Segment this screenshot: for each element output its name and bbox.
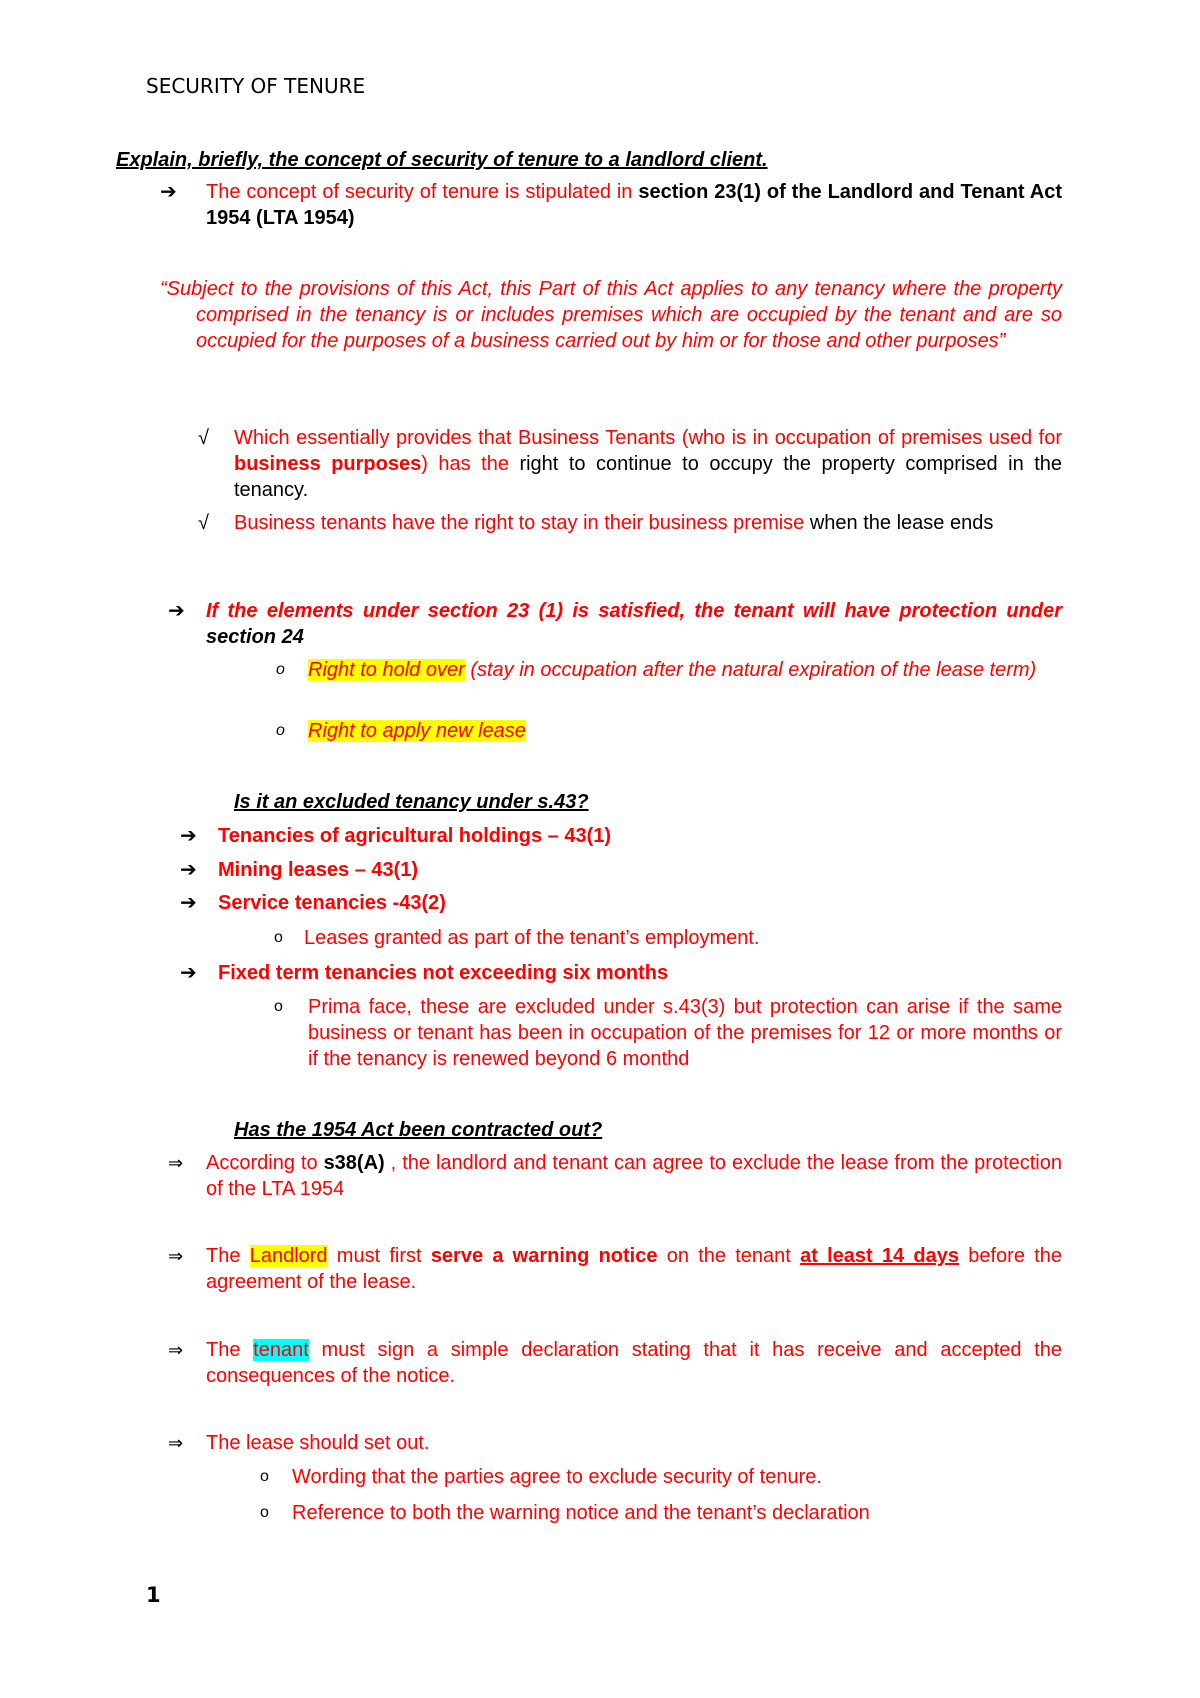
excluded-fixed-term: Fixed term tenancies not exceeding six months — [218, 962, 669, 984]
c3-text-2: must sign a simple declaration stating that it has receive and accepted the consequences of the notice. — [206, 1339, 1062, 1387]
c2-text-3: on the tenant — [657, 1245, 801, 1267]
new-lease-highlight: Right to apply new lease — [308, 720, 526, 742]
check1-text-3: right to continue to occupy the property comprised in the tenancy. — [234, 453, 1063, 501]
check-item-1 — [234, 425, 1062, 503]
double-arrow-icon: ⇒ — [168, 1246, 184, 1266]
arrow-icon: ➔ — [180, 962, 197, 984]
lease-reference-item: Reference to both the warning notice and the tenant’s declaration — [292, 1502, 870, 1524]
tenant-highlight: tenant — [253, 1339, 309, 1361]
excluded-agricultural: Tenancies of agricultural holdings – 43(1) — [218, 825, 612, 847]
paragraph-section-23 — [206, 179, 1062, 231]
check2-text-2: when the lease ends — [809, 512, 994, 534]
paragraph-section-24 — [206, 598, 1062, 650]
double-arrow-icon: ⇒ — [168, 1153, 184, 1173]
p2-text: If the elements under section 23 (1) is satisfied, the tenant will have protection under — [206, 600, 1062, 622]
service-tenancy-note: Leases granted as part of the tenant’s employment. — [304, 927, 760, 949]
excluded-mining: Mining leases – 43(1) — [218, 859, 419, 881]
c2-text: The — [206, 1245, 250, 1267]
hold-over-highlight: Right to hold over — [308, 659, 465, 681]
p1-bold: section 23(1) of the Landlord and Tenant Act 1954 (LTA 1954) — [206, 181, 1062, 229]
page-header: SECURITY OF TENURE — [146, 74, 366, 98]
c2-text-4: before the agreement of the lease. — [206, 1245, 1062, 1293]
double-arrow-icon: ⇒ — [168, 1433, 184, 1453]
page-number: 1 — [146, 1583, 161, 1607]
p2-section-24: section 24 — [206, 626, 304, 648]
c2-bold: serve a warning notice — [430, 1245, 658, 1267]
right-to-hold-over — [308, 657, 1062, 683]
arrow-icon: ➔ — [168, 600, 185, 622]
arrow-icon: ➔ — [180, 825, 197, 847]
circle-bullet-icon: o — [274, 929, 283, 946]
question-heading-2: Is it an excluded tenancy under s.43? — [234, 791, 589, 813]
arrow-icon: ➔ — [180, 859, 197, 881]
c3-text: The — [206, 1339, 254, 1361]
c1-s38a: s38(A) — [323, 1152, 385, 1174]
lease-set-out: The lease should set out. — [206, 1432, 430, 1454]
c1-text-2: , the landlord and tenant can agree to exclude the lease from the protection of the LTA 1954 — [206, 1152, 1062, 1200]
check1-text-2: ) has the — [421, 453, 520, 475]
warning-notice — [206, 1243, 1062, 1295]
double-arrow-icon: ⇒ — [168, 1340, 184, 1360]
circle-bullet-icon: o — [276, 722, 285, 739]
quote-text: “Subject to the provisions of this Act, this Part of this Act applies to any tenancy where the property comprised in the tenancy is or includes premises which are occupied by the tenant and are so occupied for the purposes of a business carried out by him or for those and other purposes” — [160, 278, 1062, 352]
fixed-term-note: Prima face, these are excluded under s.43(3) but protection can arise if the same business or tenant has been in occupation of the premises for 12 or more months or if the tenancy is renewed beyond 6 monthd — [308, 996, 1062, 1070]
circle-bullet-icon: o — [276, 661, 285, 678]
arrow-icon: ➔ — [160, 181, 177, 203]
circle-bullet-icon: o — [260, 1468, 269, 1485]
question-heading-1: Explain, briefly, the concept of security of tenure to a landlord client. — [116, 149, 768, 171]
p1-text: The concept of security of tenure is stipulated in — [206, 181, 639, 203]
excluded-service: Service tenancies -43(2) — [218, 892, 446, 914]
contracting-out-s38a — [206, 1150, 1062, 1202]
c2-14-days: at least 14 days — [800, 1245, 960, 1267]
circle-bullet-icon: o — [274, 998, 283, 1015]
lease-wording-item: Wording that the parties agree to exclude security of tenure. — [292, 1466, 822, 1488]
question-heading-3: Has the 1954 Act been contracted out? — [234, 1119, 603, 1141]
check1-text: Which essentially provides that Business Tenants (who is in occupation of premises used for — [234, 427, 1062, 449]
c2-text-2: must first — [327, 1245, 431, 1267]
check-item-2 — [234, 510, 1062, 536]
check2-text: Business tenants have the right to stay in their business premise — [234, 512, 810, 534]
check1-bold: business purposes — [234, 453, 422, 475]
hold-over-text: (stay in occupation after the natural expiration of the lease term) — [464, 659, 1037, 681]
check-icon: √ — [198, 427, 209, 449]
statute-quote — [160, 276, 1062, 354]
tenant-declaration — [206, 1337, 1062, 1389]
right-to-apply-new-lease — [308, 718, 1062, 744]
circle-bullet-icon: o — [260, 1504, 269, 1521]
check-icon: √ — [198, 512, 209, 534]
landlord-highlight: Landlord — [249, 1245, 328, 1267]
arrow-icon: ➔ — [180, 892, 197, 914]
c1-text: According to — [206, 1152, 324, 1174]
